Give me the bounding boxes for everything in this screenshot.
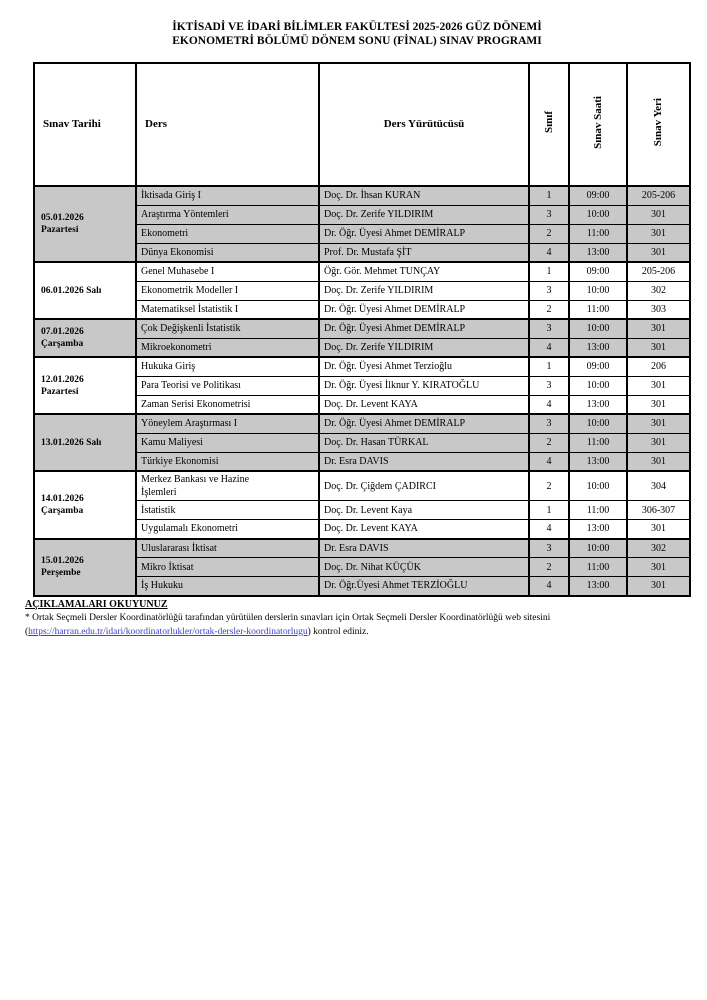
exam-time-cell: 11:00 — [569, 224, 627, 243]
course-cell: Hukuka Giriş — [136, 357, 319, 376]
exam-time-cell: 11:00 — [569, 433, 627, 452]
class-cell: 4 — [529, 520, 569, 539]
exam-room-cell: 302 — [627, 281, 690, 300]
header-course: Ders — [136, 63, 319, 186]
class-cell: 1 — [529, 501, 569, 520]
instructor-cell: Prof. Dr. Mustafa ŞİT — [319, 243, 529, 262]
exam-room-cell: 304 — [627, 471, 690, 501]
course-cell: Genel Muhasebe I — [136, 262, 319, 281]
exam-room-cell: 205-206 — [627, 186, 690, 205]
exam-time-cell: 13:00 — [569, 520, 627, 539]
class-cell: 4 — [529, 338, 569, 357]
exam-room-cell: 301 — [627, 558, 690, 577]
header-exam-time — [569, 63, 627, 186]
exam-date-cell: 06.01.2026 Salı — [34, 262, 136, 319]
course-cell: Uygulamalı Ekonometri — [136, 520, 319, 539]
class-cell: 1 — [529, 186, 569, 205]
exam-row — [34, 262, 690, 281]
instructor-cell: Doç. Dr. Levent KAYA — [319, 520, 529, 539]
exam-date-cell: 15.01.2026 Perşembe — [34, 539, 136, 596]
instructor-cell: Dr. Esra DAVIS — [319, 452, 529, 471]
exam-time-cell: 13:00 — [569, 338, 627, 357]
course-cell: Mikro İktisat — [136, 558, 319, 577]
footer — [25, 598, 689, 639]
exam-time-cell: 13:00 — [569, 577, 627, 596]
course-cell: Yöneylem Araştırması I — [136, 414, 319, 433]
instructor-cell: Dr. Öğr. Üyesi İlknur Y. KIRATOĞLU — [319, 376, 529, 395]
course-cell: Çok Değişkenli İstatistik — [136, 319, 319, 338]
exam-time-cell: 10:00 — [569, 376, 627, 395]
exam-time-cell: 10:00 — [569, 281, 627, 300]
exam-schedule-table — [33, 62, 691, 597]
exam-time-cell: 11:00 — [569, 300, 627, 319]
header-exam-room-label: Sınav Yeri — [652, 98, 664, 147]
course-cell: Ekonometri — [136, 224, 319, 243]
footer-note-line1: * Ortak Seçmeli Dersler Koordinatörlüğü tarafından yürütülen derslerin sınavları için Ortak Seçmeli Dersler Koordinatörlüğü web sitesini — [25, 612, 551, 623]
exam-time-cell: 13:00 — [569, 395, 627, 414]
exam-time-cell: 10:00 — [569, 414, 627, 433]
exam-row — [34, 471, 690, 501]
exam-time-cell: 10:00 — [569, 205, 627, 224]
instructor-cell: Doç. Dr. Nihat KÜÇÜK — [319, 558, 529, 577]
exam-room-cell: 301 — [627, 452, 690, 471]
instructor-cell: Dr. Öğr. Üyesi Ahmet DEMİRALP — [319, 414, 529, 433]
title-line-2: EKONOMETRİ BÖLÜMÜ DÖNEM SONU (FİNAL) SINAV PROGRAMI — [172, 35, 542, 47]
exam-room-cell: 303 — [627, 300, 690, 319]
exam-date-cell: 07.01.2026 Çarşamba — [34, 319, 136, 357]
course-cell: Ekonometrik Modeller I — [136, 281, 319, 300]
course-cell: Para Teorisi ve Politikası — [136, 376, 319, 395]
exam-room-cell: 205-206 — [627, 262, 690, 281]
course-cell: İktisada Giriş I — [136, 186, 319, 205]
header-class — [529, 63, 569, 186]
course-cell: İş Hukuku — [136, 577, 319, 596]
class-cell: 3 — [529, 319, 569, 338]
exam-time-cell: 10:00 — [569, 539, 627, 558]
exam-time-cell: 13:00 — [569, 243, 627, 262]
course-cell: Uluslararası İktisat — [136, 539, 319, 558]
instructor-cell: Doç. Dr. Levent KAYA — [319, 395, 529, 414]
exam-row — [34, 539, 690, 558]
class-cell: 3 — [529, 414, 569, 433]
class-cell: 1 — [529, 262, 569, 281]
class-cell: 4 — [529, 395, 569, 414]
class-cell: 4 — [529, 452, 569, 471]
coordinator-website-link[interactable]: https://harran.edu.tr/idari/koordinatorlukler/ortak-dersler-koordinatorlugu — [28, 626, 308, 637]
class-cell: 1 — [529, 357, 569, 376]
instructor-cell: Dr. Öğr. Üyesi Ahmet DEMİRALP — [319, 224, 529, 243]
course-cell: Türkiye Ekonomisi — [136, 452, 319, 471]
instructor-cell: Doç. Dr. Zerife YILDIRIM — [319, 281, 529, 300]
exam-time-cell: 10:00 — [569, 319, 627, 338]
instructor-cell: Dr. Öğr. Üyesi Ahmet DEMİRALP — [319, 300, 529, 319]
exam-row — [34, 186, 690, 205]
exam-time-cell: 10:00 — [569, 471, 627, 501]
class-cell: 2 — [529, 558, 569, 577]
exam-room-cell: 301 — [627, 224, 690, 243]
header-exam-room — [627, 63, 690, 186]
footer-note-line2 — [25, 625, 689, 639]
exam-time-cell: 09:00 — [569, 357, 627, 376]
exam-time-cell: 09:00 — [569, 186, 627, 205]
header-class-label: Sınıf — [542, 111, 555, 134]
instructor-cell: Öğr. Gör. Mehmet TUNÇAY — [319, 262, 529, 281]
exam-row — [34, 357, 690, 376]
class-cell: 2 — [529, 224, 569, 243]
instructor-cell: Doç. Dr. Levent Kaya — [319, 501, 529, 520]
instructor-cell: Dr. Öğr.Üyesi Ahmet TERZİOĞLU — [319, 577, 529, 596]
instructor-cell: Doç. Dr. İhsan KURAN — [319, 186, 529, 205]
footer-heading: AÇIKLAMALARI OKUYUNUZ — [25, 598, 168, 610]
exam-time-cell: 09:00 — [569, 262, 627, 281]
instructor-cell: Doç. Dr. Çiğdem ÇADIRCI — [319, 471, 529, 501]
exam-room-cell: 301 — [627, 205, 690, 224]
class-cell: 3 — [529, 376, 569, 395]
table-header-row — [34, 63, 690, 186]
instructor-cell: Dr. Öğr. Üyesi Ahmet Terzioğlu — [319, 357, 529, 376]
course-cell: Araştırma Yöntemleri — [136, 205, 319, 224]
course-cell: Zaman Serisi Ekonometrisi — [136, 395, 319, 414]
class-cell: 2 — [529, 471, 569, 501]
header-exam-time-label: Sınav Saati — [591, 96, 604, 149]
exam-room-cell: 301 — [627, 520, 690, 539]
footer-note-paren-open: ( — [25, 626, 29, 637]
class-cell: 4 — [529, 243, 569, 262]
exam-room-cell: 302 — [627, 539, 690, 558]
instructor-cell: Doç. Dr. Hasan TÜRKAL — [319, 433, 529, 452]
document-title — [25, 20, 689, 48]
course-cell: Matematiksel İstatistik I — [136, 300, 319, 319]
exam-room-cell: 306-307 — [627, 501, 690, 520]
class-cell: 3 — [529, 539, 569, 558]
class-cell: 3 — [529, 205, 569, 224]
exam-date-cell: 12.01.2026 Pazartesi — [34, 357, 136, 414]
exam-row — [34, 319, 690, 338]
exam-room-cell: 301 — [627, 577, 690, 596]
course-cell: Kamu Maliyesi — [136, 433, 319, 452]
instructor-cell: Doç. Dr. Zerife YILDIRIM — [319, 205, 529, 224]
exam-room-cell: 301 — [627, 319, 690, 338]
exam-date-cell: 14.01.2026 Çarşamba — [34, 471, 136, 539]
instructor-cell: Dr. Esra DAVIS — [319, 539, 529, 558]
exam-time-cell: 11:00 — [569, 501, 627, 520]
exam-time-cell: 11:00 — [569, 558, 627, 577]
exam-time-cell: 13:00 — [569, 452, 627, 471]
course-cell: İstatistik — [136, 501, 319, 520]
course-cell: Mikroekonometri — [136, 338, 319, 357]
exam-room-cell: 301 — [627, 338, 690, 357]
footer-note-paren-close: ) kontrol ediniz. — [307, 626, 369, 637]
instructor-cell: Doç. Dr. Zerife YILDIRIM — [319, 338, 529, 357]
header-instructor: Ders Yürütücüsü — [319, 63, 529, 186]
exam-date-cell: 05.01.2026 Pazartesi — [34, 186, 136, 262]
class-cell: 2 — [529, 300, 569, 319]
exam-room-cell: 206 — [627, 357, 690, 376]
exam-date-cell: 13.01.2026 Salı — [34, 414, 136, 471]
course-cell: Dünya Ekonomisi — [136, 243, 319, 262]
exam-room-cell: 301 — [627, 414, 690, 433]
instructor-cell: Dr. Öğr. Üyesi Ahmet DEMİRALP — [319, 319, 529, 338]
class-cell: 4 — [529, 577, 569, 596]
exam-row — [34, 414, 690, 433]
exam-room-cell: 301 — [627, 376, 690, 395]
title-line-1: İKTİSADİ VE İDARİ BİLİMLER FAKÜLTESİ 2025-2026 GÜZ DÖNEMİ — [172, 21, 542, 33]
exam-room-cell: 301 — [627, 433, 690, 452]
exam-room-cell: 301 — [627, 243, 690, 262]
exam-room-cell: 301 — [627, 395, 690, 414]
header-exam-date: Sınav Tarihi — [34, 63, 136, 186]
class-cell: 2 — [529, 433, 569, 452]
course-cell: Merkez Bankası ve Hazine İşlemleri — [136, 471, 319, 501]
class-cell: 3 — [529, 281, 569, 300]
